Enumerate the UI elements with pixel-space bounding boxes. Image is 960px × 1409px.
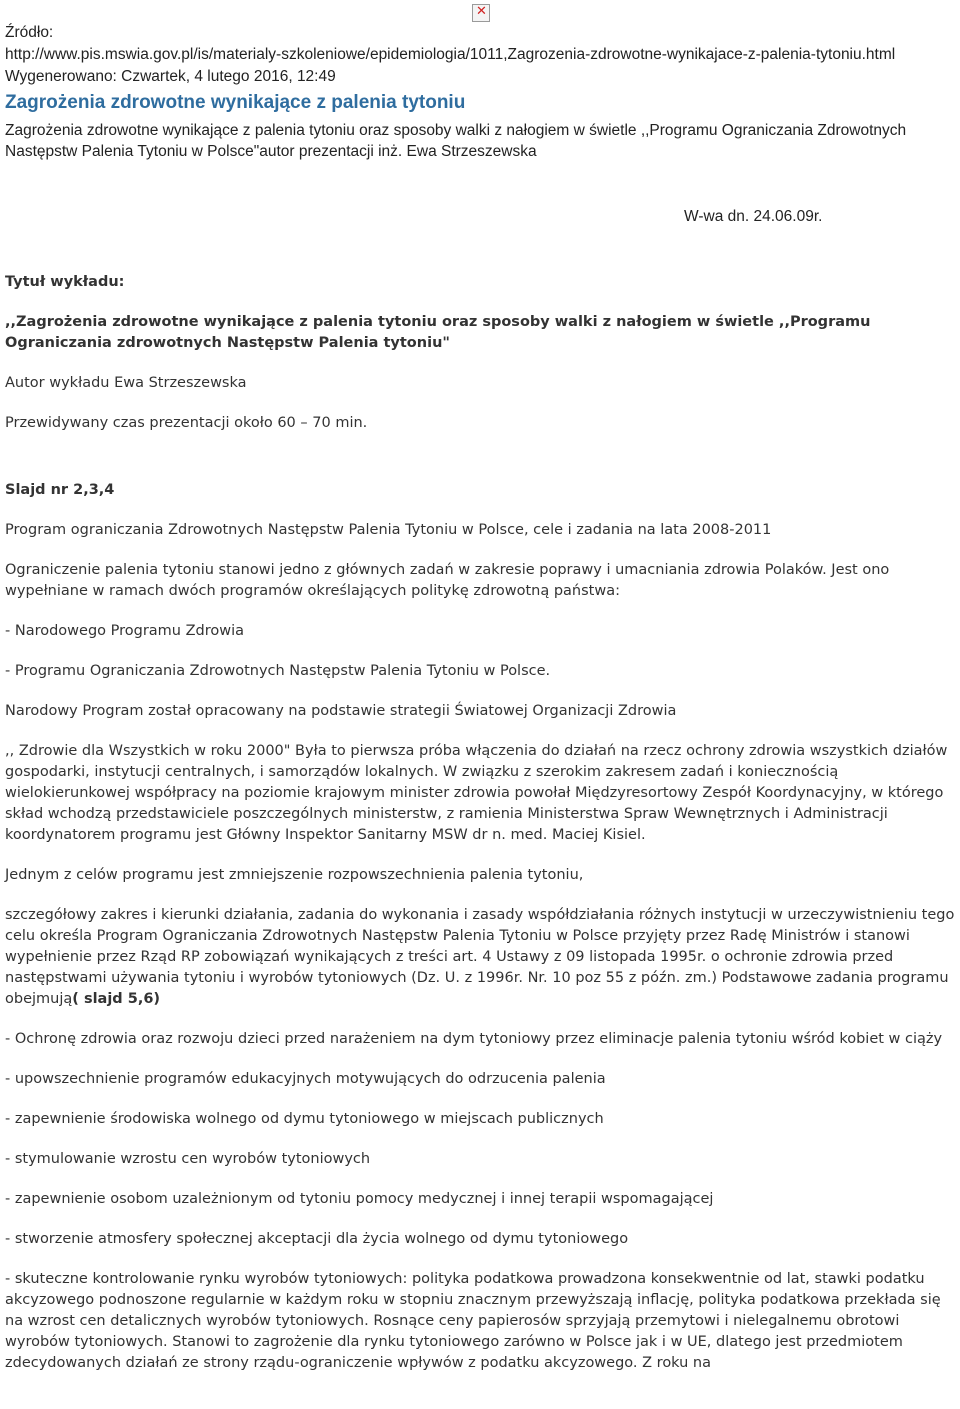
list-item: - zapewnienie środowiska wolnego od dymu tytoniowego w miejscach publicznych bbox=[5, 1111, 604, 1127]
list-item: - stymulowanie wzrostu cen wyrobów tytoniowych bbox=[5, 1151, 371, 1167]
page-title: Zagrożenia zdrowotne wynikające z palenia tytoniu bbox=[5, 92, 466, 113]
lecture-label: Tytuł wykładu: bbox=[5, 274, 125, 290]
generated-timestamp: Wygenerowano: Czwartek, 4 lutego 2016, 12:49 bbox=[5, 68, 336, 85]
paragraph: ,, Zdrowie dla Wszystkich w roku 2000" Była to pierwsza próba włączenia do działań na rzecz ochrony zdrowia wszystkich działów gospodarki, instytucji centralnych, i samorządów lokalnych. W związku z szerokim zakresem zadań i koniecznością wielokierunkowej współpracy na poziomie krajowym minister zdrowia powołał Międzyresortowy Zespół Koordynacyjny, w którego skład wchodzą przedstawiciele poszczególnych ministerstw, z ramienia Ministerstwa Spraw Wewnętrznych i Administracji koordynatorem programu jest Główny Inspektor Sanitarny MSW dr n. med. Maciej Kisiel. bbox=[5, 743, 948, 843]
article-body bbox=[5, 272, 955, 1393]
date-line: W-wa dn. 24.06.09r. bbox=[684, 208, 823, 225]
document-header bbox=[5, 22, 955, 162]
paragraph: Program ograniczania Zdrowotnych Następstw Palenia Tytoniu w Polsce, cele i zadania na lata 2008-2011 bbox=[5, 522, 772, 538]
intro-text: Zagrożenia zdrowotne wynikające z palenia tytoniu oraz sposoby walki z nałogiem w świetle ,,Programu Ograniczania Zdrowotnych Następstw Palenia Tytoniu w Polsce"autor prezentacji inż. Ewa Strzeszewska bbox=[5, 122, 907, 160]
list-item: - zapewnienie osobom uzależnionym od tytoniu pomocy medycznej i innej terapii wspomagającej bbox=[5, 1191, 714, 1207]
list-item: - skuteczne kontrolowanie rynku wyrobów tytoniowych: polityka podatkowa prowadzona konsekwentnie od lat, stawki podatku akcyzowego podnoszone regularnie w każdym roku w stopniu znacznym przewyższają inflację, polityka podatkowa przekłada się na wzrost cen detalicznych wyrobów tytoniowych. Rosnące ceny papierosów sprzyjają przemytowi i nielegalnemu obrotowi wyrobów tytoniowych. Stanowi to zagrożenie dla rynku tytoniowego zarówno w Polsce jak i w UE, dlatego jest przedmiotem zdecydowanych działań ze strony rządu-ograniczenie wpływów z podatku akcyzowego. Z roku na bbox=[5, 1271, 941, 1371]
lecture-author: Autor wykładu Ewa Strzeszewska bbox=[5, 375, 247, 391]
tasks-text: szczegółowy zakres i kierunki działania, zadania do wykonania i zasady współdziałania różnych instytucji w urzeczywistnieniu tego celu określa Program Ograniczania Zdrowotnych Następstw Palenia Tytoniu w Polsce przyjęty przez Radę Ministrów i stanowi wypełnienie przez Rząd RP zobowiązań wynikających z treści art. 4 Ustawy z 09 listopada 1995r. o ochronie zdrowia przed następstwami używania tytoniu i wyrobów tytoniowych (Dz. U. z 1996r. Nr. 10 poz 55 z późn. zm.) Podstawowe zadania programu obejmują bbox=[5, 907, 955, 1007]
paragraph: - Programu Ograniczania Zdrowotnych Następstw Palenia Tytoniu w Polsce. bbox=[5, 663, 551, 679]
source-label: Źródło: bbox=[5, 24, 54, 41]
source-url[interactable]: http://www.pis.mswia.gov.pl/is/materialy-szkoleniowe/epidemiologia/1011,Zagrozenia-zdrowotne-wynikajace-z-palenia-tytoniu.html bbox=[5, 46, 896, 63]
broken-image-icon: ✕ bbox=[472, 4, 490, 22]
list-item: - upowszechnienie programów edukacyjnych motywujących do odrzucenia palenia bbox=[5, 1071, 606, 1087]
lecture-duration: Przewidywany czas prezentacji około 60 – 70 min. bbox=[5, 415, 368, 431]
paragraph: Jednym z celów programu jest zmniejszenie rozpowszechnienia palenia tytoniu, bbox=[5, 867, 584, 883]
list-item: - Ochronę zdrowia oraz rozwoju dzieci przed narażeniem na dym tytoniowy przez eliminacje palenia tytoniu wśród kobiet w ciąży bbox=[5, 1031, 943, 1047]
lecture-title: ,,Zagrożenia zdrowotne wynikające z palenia tytoniu oraz sposoby walki z nałogiem w świetle ,,Programu Ograniczania zdrowotnych Następstw Palenia tytoniu" bbox=[5, 314, 871, 351]
slide-heading: Slajd nr 2,3,4 bbox=[5, 482, 115, 498]
paragraph: Ograniczenie palenia tytoniu stanowi jedno z głównych zadań w zakresie poprawy i umacniania zdrowia Polaków. Jest ono wypełniane w ramach dwóch programów określających politykę zdrowotną państwa: bbox=[5, 562, 890, 599]
list-item: - stworzenie atmosfery społecznej akceptacji dla życia wolnego od dymu tytoniowego bbox=[5, 1231, 629, 1247]
paragraph: - Narodowego Programu Zdrowia bbox=[5, 623, 245, 639]
slide-reference: ( slajd 5,6) bbox=[72, 991, 161, 1007]
tasks-paragraph bbox=[5, 905, 955, 1010]
paragraph: Narodowy Program został opracowany na podstawie strategii Światowej Organizacji Zdrowia bbox=[5, 703, 677, 719]
